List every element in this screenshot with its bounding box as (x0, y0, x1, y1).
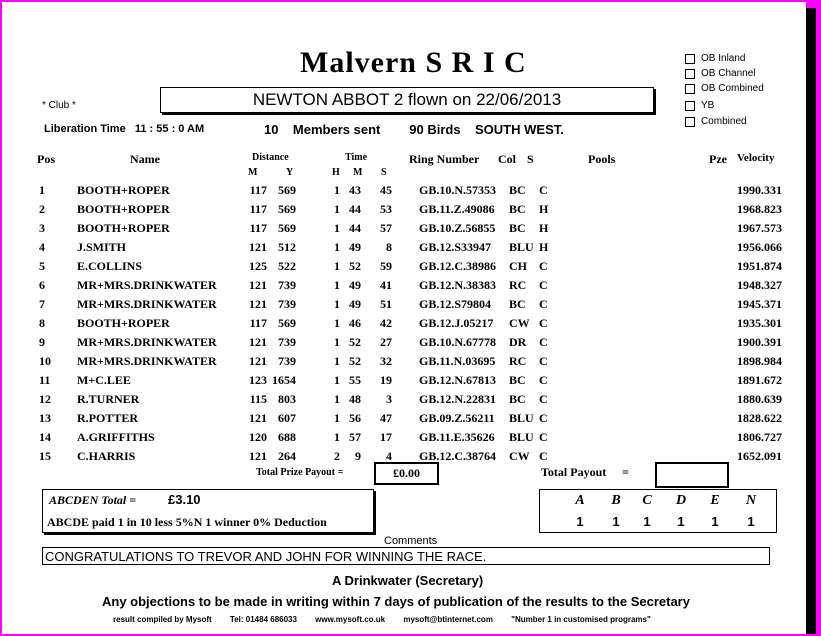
row-time-minutes: 44 (349, 221, 361, 235)
row-time-minutes: 49 (349, 278, 361, 292)
row-colour: BC (509, 202, 526, 216)
row-time-hours: 1 (334, 221, 340, 235)
row-sex: C (539, 392, 548, 406)
row-velocity: 1967.573 (737, 221, 782, 235)
row-colour: BC (509, 183, 526, 197)
row-pos: 2 (39, 202, 45, 216)
col-pools: Pools (588, 152, 616, 166)
pool-letter-n: N (745, 493, 757, 508)
pool-letter-d: D (675, 493, 687, 508)
row-ring-number: GB.10.N.67778 (419, 335, 497, 349)
row-colour: BC (509, 297, 526, 311)
row-name: C.HARRIS (77, 449, 136, 463)
row-dist-miles: 121 (249, 278, 267, 292)
row-pos: 5 (39, 259, 45, 273)
option-label: Combined (701, 116, 747, 127)
row-name: MR+MRS.DRINKWATER (77, 335, 217, 349)
table-row (2, 278, 806, 297)
checkbox-icon[interactable] (685, 69, 695, 79)
row-dist-yards: 1654 (272, 373, 296, 387)
option-label: OB Inland (701, 53, 746, 64)
row-colour: RC (509, 354, 527, 368)
row-time-seconds: 42 (380, 316, 392, 330)
row-dist-miles: 121 (249, 354, 267, 368)
row-time-minutes: 49 (349, 297, 361, 311)
row-sex: C (539, 278, 548, 292)
members-summary (264, 122, 564, 137)
row-colour: BLU (509, 430, 534, 444)
total-payout-label: Total Payout (541, 465, 607, 479)
row-time-hours: 1 (334, 259, 340, 273)
liberation-value: 11 : 55 : 0 AM (134, 123, 205, 135)
row-dist-miles: 125 (249, 259, 267, 273)
row-sex: H (539, 240, 549, 254)
footer-web: www.mysoft.co.uk (315, 615, 386, 624)
row-time-hours: 2 (334, 449, 340, 463)
row-time-seconds: 32 (380, 354, 392, 368)
pool-letter-b: B (611, 493, 621, 508)
checkbox-icon[interactable] (685, 84, 695, 94)
row-time-hours: 1 (334, 392, 340, 406)
abcden-description: ABCDE paid 1 in 10 less 5%N 1 winner 0% Deduction (47, 515, 327, 529)
abcden-label: ABCDEN Total = (49, 493, 137, 507)
row-dist-miles: 121 (249, 335, 267, 349)
pool-letter-c: C (642, 493, 652, 508)
row-pos: 4 (39, 240, 45, 254)
row-name: BOOTH+ROPER (77, 202, 170, 216)
row-name: R.TURNER (77, 392, 140, 406)
row-time-minutes: 57 (349, 430, 361, 444)
table-row (2, 373, 806, 392)
col-colour: Col (498, 152, 516, 166)
checkbox-icon[interactable] (685, 101, 695, 111)
row-colour: BLU (509, 240, 534, 254)
row-sex: H (539, 202, 549, 216)
row-name: BOOTH+ROPER (77, 316, 170, 330)
row-dist-miles: 117 (249, 221, 267, 235)
row-velocity: 1806.727 (737, 430, 782, 444)
page-shadow (806, 8, 816, 634)
row-velocity: 1956.066 (737, 240, 782, 254)
row-time-hours: 1 (334, 335, 340, 349)
row-dist-miles: 121 (249, 240, 267, 254)
row-time-seconds: 59 (380, 259, 392, 273)
row-ring-number: GB.11.E.35626 (419, 430, 495, 444)
row-dist-yards: 569 (278, 221, 296, 235)
row-colour: CW (509, 449, 530, 463)
row-time-seconds: 4 (386, 449, 392, 463)
row-name: R.POTTER (77, 411, 139, 425)
row-pos: 6 (39, 278, 45, 292)
table-row (2, 240, 806, 259)
row-pos: 8 (39, 316, 45, 330)
row-time-minutes: 48 (349, 392, 361, 406)
table-row (2, 183, 806, 202)
row-time-seconds: 17 (380, 430, 392, 444)
row-pos: 15 (39, 449, 51, 463)
row-time-minutes: 52 (349, 354, 361, 368)
club-title: Malvern S R I C (300, 46, 527, 79)
pool-value-a: 1 (576, 514, 584, 529)
row-name: M+C.LEE (77, 373, 131, 387)
row-colour: CW (509, 316, 530, 330)
row-time-seconds: 51 (380, 297, 392, 311)
row-name: BOOTH+ROPER (77, 221, 170, 235)
row-velocity: 1990.331 (737, 183, 782, 197)
row-ring-number: GB.10.N.57353 (419, 183, 497, 197)
col-velocity: Velocity (737, 152, 775, 164)
row-dist-yards: 739 (278, 297, 296, 311)
col-ring: Ring Number (409, 152, 480, 166)
row-dist-miles: 123 (249, 373, 267, 387)
col-dist-m: M (248, 167, 258, 178)
checkbox-icon[interactable] (685, 54, 695, 64)
footer-tel: Tel: 01484 686033 (229, 615, 297, 624)
members-count: 10 (264, 122, 279, 137)
col-sex: S (527, 152, 534, 166)
row-sex: C (539, 259, 548, 273)
option-ob-channel[interactable] (685, 68, 755, 79)
row-pos: 13 (39, 411, 51, 425)
table-row (2, 354, 806, 373)
col-time: Time (345, 152, 368, 163)
row-time-minutes: 44 (349, 202, 361, 216)
col-time-h: H (332, 167, 340, 178)
row-velocity: 1891.672 (737, 373, 782, 387)
footer-email: mysoft@btinternet.com (403, 615, 493, 624)
row-sex: C (539, 297, 548, 311)
abcden-value: £3.10 (168, 492, 201, 507)
row-time-hours: 1 (334, 240, 340, 254)
liberation-time (44, 123, 204, 135)
row-name: BOOTH+ROPER (77, 183, 170, 197)
row-velocity: 1828.622 (737, 411, 782, 425)
row-dist-yards: 569 (278, 316, 296, 330)
col-pze: Pze (709, 152, 727, 166)
row-ring-number: GB.12.C.38764 (419, 449, 497, 463)
pool-value-d: 1 (677, 514, 685, 529)
club-label: * Club * (42, 100, 76, 111)
row-pos: 11 (39, 373, 51, 387)
table-row (2, 202, 806, 221)
comments-label: Comments (384, 535, 438, 547)
col-time-m: M (353, 167, 363, 178)
row-time-seconds: 19 (380, 373, 392, 387)
row-velocity: 1945.371 (737, 297, 782, 311)
row-time-seconds: 53 (380, 202, 392, 216)
row-ring-number: GB.12.N.38383 (419, 278, 497, 292)
row-time-minutes: 9 (355, 449, 361, 463)
total-payout-value (655, 462, 729, 488)
row-pos: 14 (39, 430, 51, 444)
row-dist-miles: 121 (249, 297, 267, 311)
row-velocity: 1880.639 (737, 392, 782, 406)
table-row (2, 297, 806, 316)
row-dist-yards: 739 (278, 335, 296, 349)
row-sex: C (539, 354, 548, 368)
total-payout-equals: = (622, 465, 629, 479)
row-name: A.GRIFFITHS (77, 430, 155, 444)
total-prize-value: £0.00 (374, 462, 439, 485)
row-time-hours: 1 (334, 373, 340, 387)
row-time-seconds: 45 (380, 183, 392, 197)
footer-compiled: result compiled by Mysoft (113, 615, 212, 624)
row-time-minutes: 52 (349, 259, 361, 273)
pool-value-b: 1 (612, 514, 620, 529)
row-sex: C (539, 449, 548, 463)
row-dist-miles: 117 (249, 183, 267, 197)
row-time-hours: 1 (334, 316, 340, 330)
option-combined[interactable] (685, 116, 747, 127)
col-distance: Distance (252, 152, 289, 163)
comment-text: CONGRATULATIONS TO TREVOR AND JOHN FOR WINNING THE RACE. (42, 547, 770, 565)
row-time-seconds: 47 (380, 411, 392, 425)
birds-count: 90 Birds (409, 122, 461, 137)
row-ring-number: GB.09.Z.56211 (419, 411, 495, 425)
row-dist-yards: 512 (278, 240, 296, 254)
secretary-name: A Drinkwater (Secretary) (332, 573, 484, 588)
row-dist-yards: 803 (278, 392, 296, 406)
row-dist-yards: 739 (278, 278, 296, 292)
row-colour: RC (509, 278, 527, 292)
row-velocity: 1652.091 (737, 449, 782, 463)
row-ring-number: GB.12.J.05217 (419, 316, 494, 330)
option-label: YB (701, 100, 715, 111)
row-dist-yards: 264 (278, 449, 296, 463)
row-dist-miles: 121 (249, 449, 267, 463)
row-velocity: 1900.391 (737, 335, 782, 349)
row-dist-yards: 522 (278, 259, 296, 273)
row-ring-number: GB.10.Z.56855 (419, 221, 496, 235)
row-colour: DR (509, 335, 527, 349)
row-time-seconds: 41 (380, 278, 392, 292)
checkbox-icon[interactable] (685, 117, 695, 127)
row-ring-number: GB.12.C.38986 (419, 259, 497, 273)
row-sex: C (539, 335, 548, 349)
row-colour: BC (509, 373, 526, 387)
row-dist-yards: 569 (278, 202, 296, 216)
row-pos: 7 (39, 297, 45, 311)
row-sex: C (539, 183, 548, 197)
row-time-hours: 1 (334, 183, 340, 197)
row-time-minutes: 46 (349, 316, 361, 330)
abcden-box (42, 489, 374, 533)
row-pos: 10 (39, 354, 51, 368)
row-time-minutes: 52 (349, 335, 361, 349)
table-row (2, 259, 806, 278)
row-name: MR+MRS.DRINKWATER (77, 354, 217, 368)
row-time-hours: 1 (334, 202, 340, 216)
pool-letter-a: A (575, 493, 585, 508)
row-sex: C (539, 411, 548, 425)
option-label: OB Combined (701, 83, 764, 94)
row-sex: C (539, 373, 548, 387)
row-time-minutes: 56 (349, 411, 361, 425)
row-dist-miles: 117 (249, 316, 267, 330)
liberation-label: Liberation Time (44, 123, 126, 135)
row-time-seconds: 3 (386, 392, 392, 406)
row-colour: BC (509, 392, 526, 406)
col-name: Name (130, 152, 160, 166)
col-time-s: S (381, 167, 387, 178)
option-yb[interactable] (685, 100, 714, 111)
row-name: E.COLLINS (77, 259, 143, 273)
row-time-hours: 1 (334, 354, 340, 368)
row-velocity: 1951.874 (737, 259, 782, 273)
pool-value-e: 1 (711, 514, 719, 529)
row-dist-miles: 115 (249, 392, 267, 406)
race-title-box: NEWTON ABBOT 2 flown on 22/06/2013 (160, 87, 654, 113)
row-dist-yards: 688 (278, 430, 296, 444)
row-pos: 12 (39, 392, 51, 406)
row-dist-miles: 120 (249, 430, 267, 444)
results-sheet (2, 2, 806, 634)
table-row (2, 316, 806, 335)
row-sex: C (539, 316, 548, 330)
table-row (2, 392, 806, 411)
row-time-hours: 1 (334, 430, 340, 444)
pool-summary (539, 489, 777, 533)
row-time-hours: 1 (334, 411, 340, 425)
row-name: MR+MRS.DRINKWATER (77, 278, 217, 292)
row-velocity: 1935.301 (737, 316, 782, 330)
row-time-hours: 1 (334, 297, 340, 311)
row-dist-yards: 607 (278, 411, 296, 425)
row-time-minutes: 55 (349, 373, 361, 387)
row-time-minutes: 49 (349, 240, 361, 254)
table-row (2, 335, 806, 354)
table-row (2, 411, 806, 430)
row-time-hours: 1 (334, 278, 340, 292)
row-velocity: 1948.327 (737, 278, 782, 292)
row-ring-number: GB.12.S33947 (419, 240, 492, 254)
row-pos: 9 (39, 335, 45, 349)
row-sex: C (539, 430, 548, 444)
footer-slogan: "Number 1 in customised programs" (511, 615, 651, 624)
row-dist-yards: 569 (278, 183, 296, 197)
row-pos: 1 (39, 183, 45, 197)
option-label: OB Channel (701, 68, 756, 79)
row-dist-yards: 739 (278, 354, 296, 368)
row-dist-miles: 117 (249, 202, 267, 216)
row-name: MR+MRS.DRINKWATER (77, 297, 217, 311)
row-ring-number: GB.11.N.03695 (419, 354, 496, 368)
row-ring-number: GB.12.N.67813 (419, 373, 497, 387)
row-time-seconds: 27 (380, 335, 392, 349)
members-label: Members sent (292, 122, 381, 137)
col-dist-y: Y (286, 167, 294, 178)
row-dist-miles: 121 (249, 411, 267, 425)
pool-letter-e: E (710, 493, 720, 508)
pool-value-n: 1 (747, 514, 755, 529)
option-ob-inland[interactable] (685, 53, 745, 64)
section-name: SOUTH WEST. (475, 122, 564, 137)
option-ob-combined[interactable] (685, 83, 764, 94)
row-sex: H (539, 221, 549, 235)
total-prize-label: Total Prize Payout = (256, 467, 344, 478)
row-colour: CH (509, 259, 527, 273)
row-name: J.SMITH (77, 240, 127, 254)
col-pos: Pos (37, 152, 55, 166)
row-ring-number: GB.12.S79804 (419, 297, 492, 311)
row-velocity: 1898.984 (737, 354, 782, 368)
row-time-minutes: 43 (349, 183, 361, 197)
row-colour: BLU (509, 411, 534, 425)
table-row (2, 430, 806, 449)
table-row (2, 221, 806, 240)
objections-notice: Any objections to be made in writing within 7 days of publication of the results to the Secretary (102, 594, 690, 609)
row-ring-number: GB.11.Z.49086 (419, 202, 495, 216)
row-colour: BC (509, 221, 526, 235)
row-time-seconds: 57 (380, 221, 392, 235)
row-ring-number: GB.12.N.22831 (419, 392, 497, 406)
pool-value-c: 1 (643, 514, 651, 529)
row-time-seconds: 8 (386, 240, 392, 254)
row-velocity: 1968.823 (737, 202, 782, 216)
footer (113, 615, 667, 624)
row-pos: 3 (39, 221, 45, 235)
